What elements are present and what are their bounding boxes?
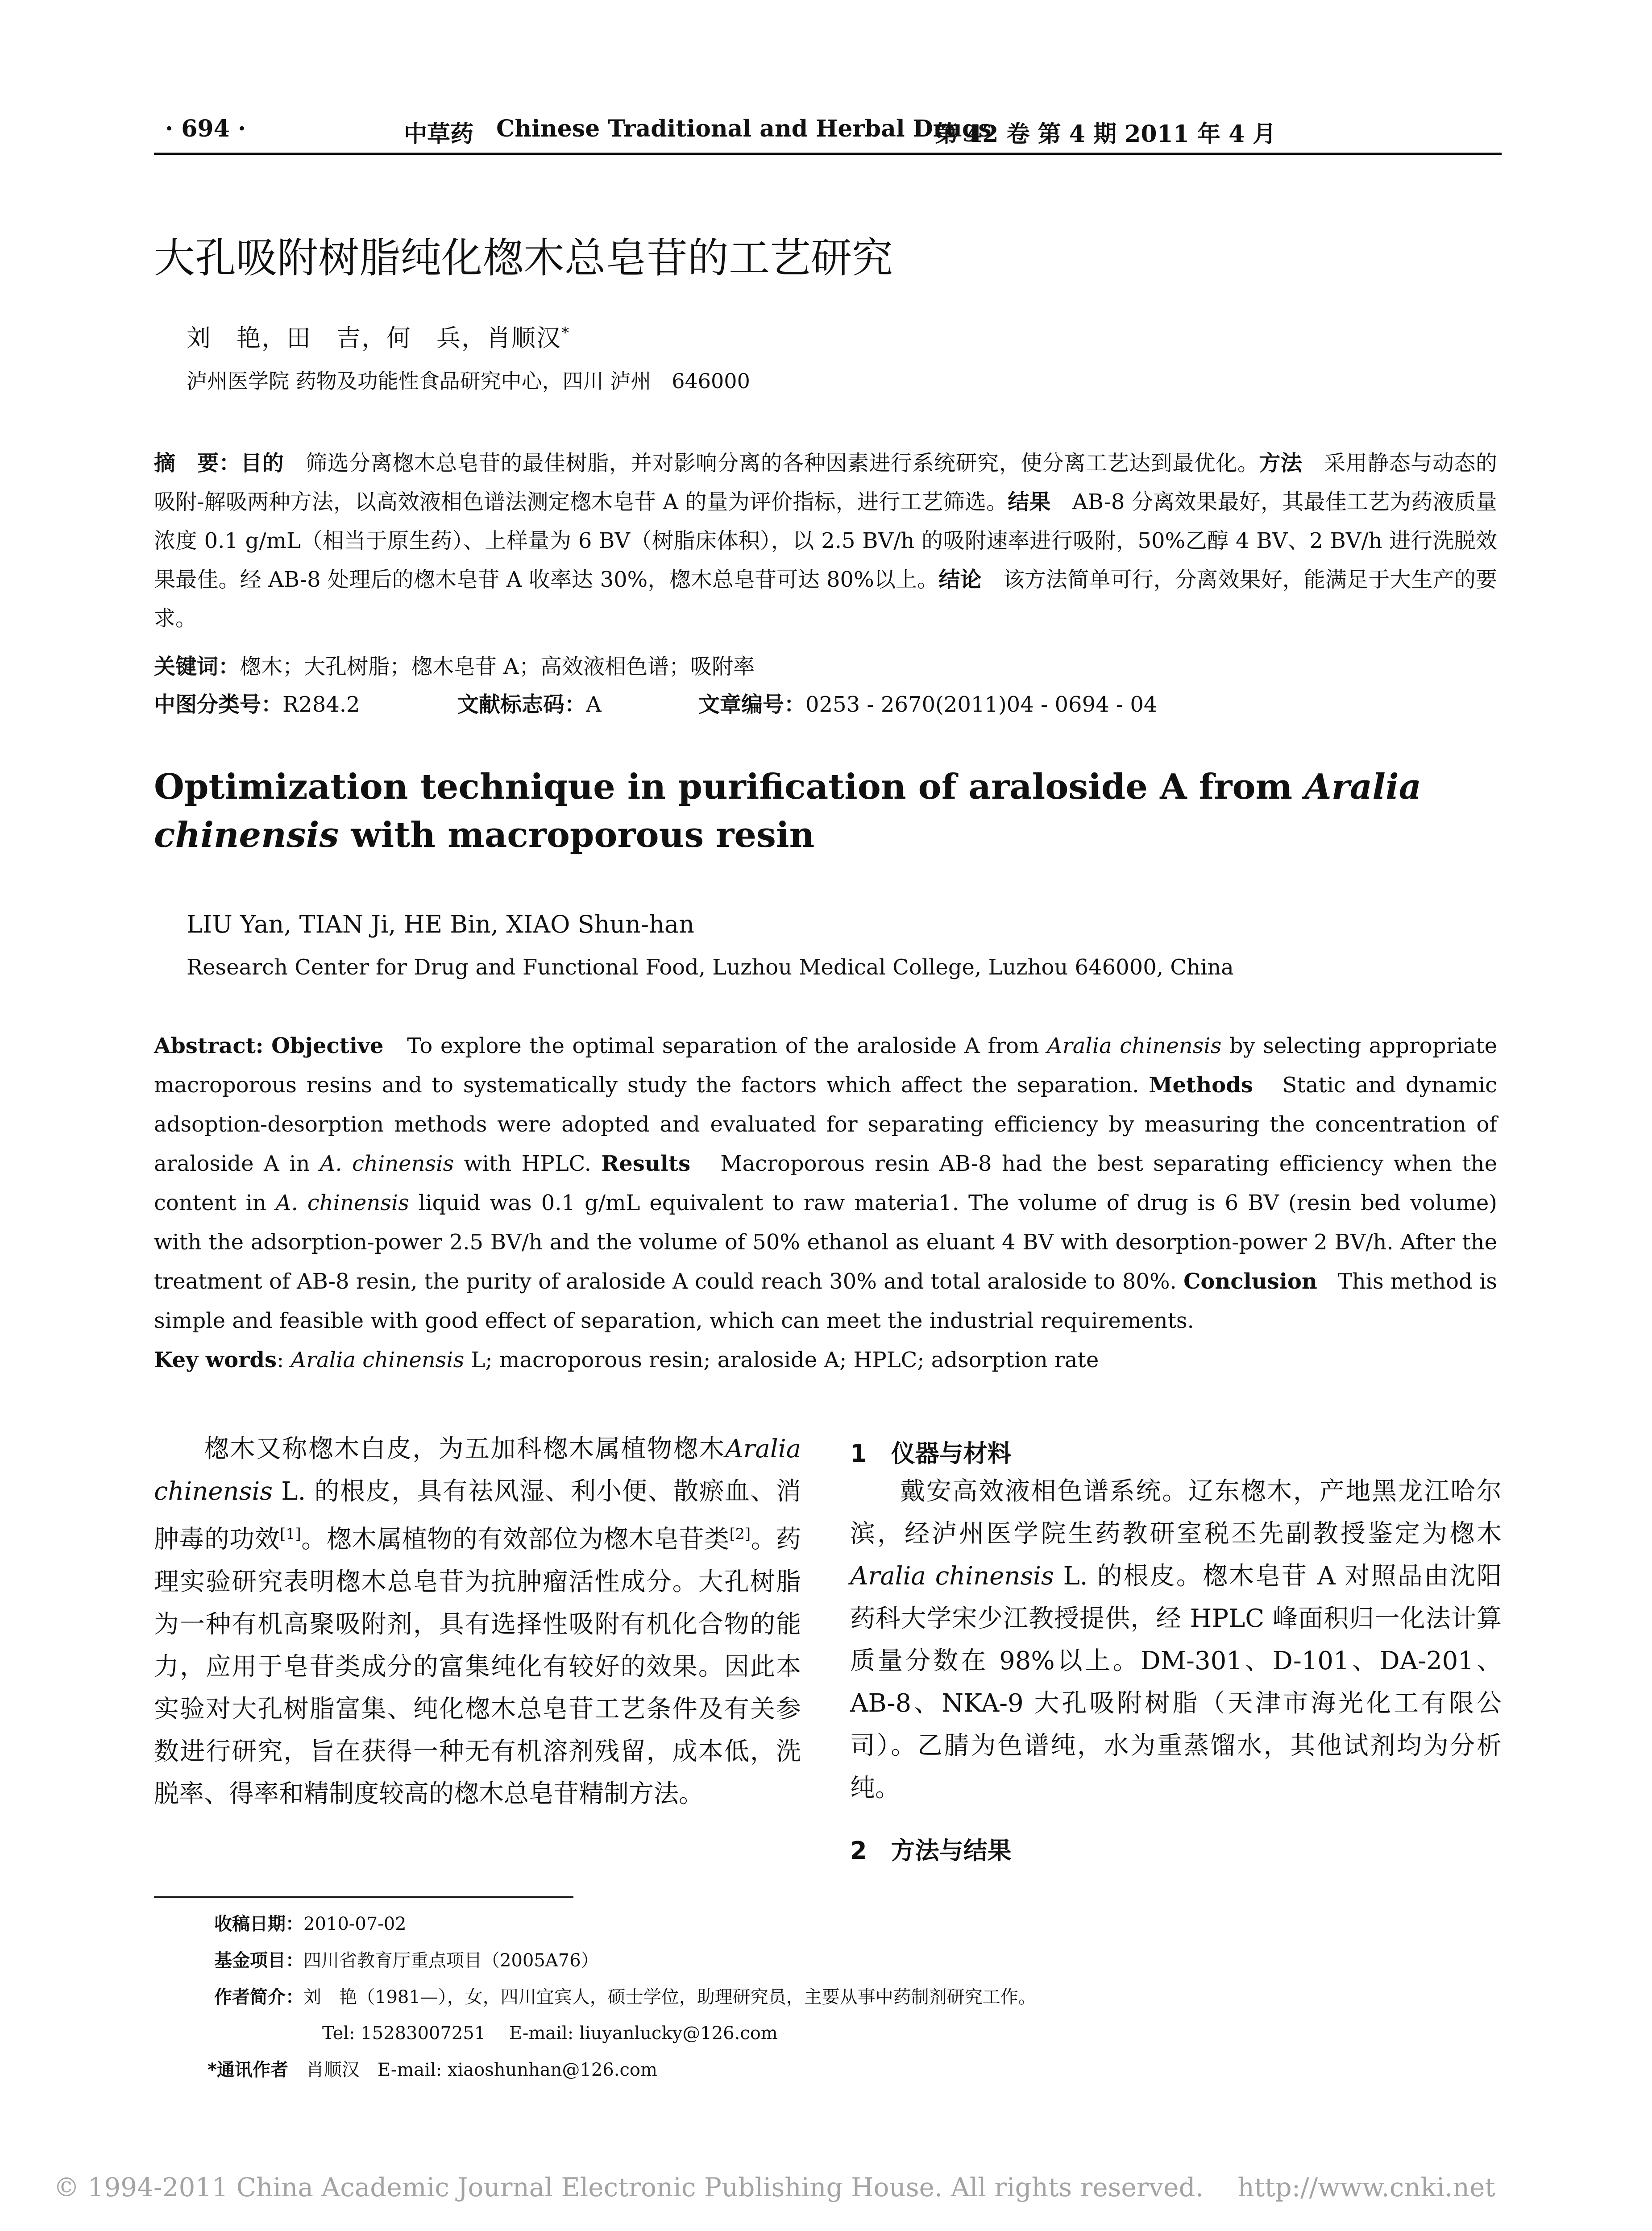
footnote-received: 收稿日期：2010-07-02 bbox=[214, 1914, 407, 1934]
abstract-en: Abstract: Objective To explore the optimal separation of the araloside A from Aralia chinensis by selecting appropriate macroporous resins and to systematically study the factors which affect the separation. Methods Static and dynamic adsoption-desorption methods were adopted and evaluated for separating efficiency by measuring the concentration of araloside A in A. chinensis with HPLC. Results Macroporous resin AB-8 had the best separating efficiency when the content in A. chinensis liquid was 0.1 g/mL equivalent to raw materia1. The volume of drug is 6 BV (resin bed volume) with the adsorption-power 2.5 BV/h and the volume of 50% ethanol as eluant 4 BV with desorption-power 2 BV/h. After the treatment of AB-8 resin, the purity of araloside A could reach 30% and total araloside to 80%. Conclusion This method is simple and feasible with good effect of separation, which can meet the industrial requirements. bbox=[154, 1033, 1498, 1333]
footnote-fund: 基金项目：四川省教育厅重点项目（2005A76） bbox=[214, 1950, 599, 1971]
footnote-bio: 作者简介：刘 艳（1981—），女，四川宜宾人，硕士学位，助理研究员，主要从事中药制剂研究工作。 bbox=[214, 1987, 1036, 2007]
footnote-contact: Tel: 15283007251 E-mail: liuyanlucky@126.com bbox=[322, 2023, 778, 2044]
article-number: 文章编号：0253 - 2670(2011)04 - 0694 - 04 bbox=[698, 692, 1158, 717]
title-cn: 大孔吸附树脂纯化楤木总皂苷的工艺研究 bbox=[154, 234, 893, 282]
journal-name-cn: 中草药 bbox=[404, 120, 474, 148]
copyright-notice: © 1994-2011 China Academic Journal Electronic Publishing House. All rights reserved. http://www.cnki.net bbox=[54, 2172, 1495, 2202]
footnote-rule bbox=[154, 1896, 573, 1898]
header-rule bbox=[154, 153, 1502, 155]
section-1-heading: 1 仪器与材料 bbox=[850, 1439, 1012, 1468]
title-en: Optimization technique in purification of araloside A from Aralia chinensis with macroporous resin bbox=[154, 767, 1422, 855]
section-2-heading: 2 方法与结果 bbox=[850, 1837, 1012, 1865]
clc-number: 中图分类号：R284.2 bbox=[154, 692, 360, 717]
affiliation-cn: 泸州医学院 药物及功能性食品研究中心，四川 泸州 646000 bbox=[187, 369, 750, 393]
keywords-en: Key words: Aralia chinensis L; macroporous resin; araloside A; HPLC; adsorption rate bbox=[154, 1348, 1099, 1373]
authors-cn: 刘 艳，田 吉，何 兵，肖顺汉* bbox=[187, 324, 570, 352]
citation-1: [1] bbox=[280, 1525, 301, 1543]
authors-en: LIU Yan, TIAN Ji, HE Bin, XIAO Shun-han bbox=[187, 910, 694, 938]
keywords-cn: 关键词：楤木；大孔树脂；楤木皂苷 A；高效液相色谱；吸附率 bbox=[154, 654, 755, 679]
abstract-cn: 摘 要：目的 筛选分离楤木总皂苷的最佳树脂，并对影响分离的各种因素进行系统研究，使分离工艺达到最优化。方法 采用静态与动态的吸附-解吸两种方法，以高效液相色谱法测定楤木皂苷 A 的量为评价指标，进行工艺筛选。结果 AB-8 分离效果最好，其最佳工艺为药液质量浓度 0.1 g/mL（相当于原生药）、上样量为 6 BV（树脂床体积），以 2.5 BV/h 的吸附速率进行吸附，50%乙醇 4 BV、2 BV/h 进行洗脱效果最佳。经 AB-8 处理后的楤木皂苷 A 收率达 30%，楤木总皂苷可达 80%以上。结论 该方法简单可行，分离效果好，能满足于大生产的要求。 bbox=[154, 451, 1497, 631]
intro-paragraph: 楤木又称楤木白皮，为五加科楤木属植物楤木Aralia chinensis L. 的根皮，具有祛风湿、利小便、散瘀血、消肿毒的功效[1]。楤木属植物的有效部位为楤木皂苷类[2]。药理实验研究表明楤木总皂苷为抗肿瘤活性成分。大孔树脂为一种有机高聚吸附剂，具有选择性吸附有机化合物的能力，应用于皂苷类成分的富集纯化有较好的效果。因此本实验对大孔树脂富集、纯化楤木总皂苷工艺条件及有关参数进行研究，旨在获得一种无有机溶剂残留，成本低，洗脱率、得率和精制度较高的楤木总皂苷精制方法。 bbox=[154, 1435, 801, 1808]
footnote-corresponding: *通讯作者 肖顺汉 E-mail: xiaoshunhan@126.com bbox=[208, 2060, 657, 2080]
issue-info: 第 42 卷 第 4 期 2011 年 4 月 bbox=[935, 120, 1276, 148]
affiliation-en: Research Center for Drug and Functional Food, Luzhou Medical College, Luzhou 646000, China bbox=[187, 955, 1234, 980]
journal-name-en: Chinese Traditional and Herbal Drugs bbox=[496, 115, 992, 142]
citation-2: [2] bbox=[729, 1525, 751, 1543]
document-code: 文献标志码：A bbox=[457, 692, 602, 717]
section-1-body: 戴安高效液相色谱系统。辽东楤木，产地黑龙江哈尔滨，经泸州医学院生药教研室税丕先副教授鉴定为楤木Aralia chinensis L. 的根皮。楤木皂苷 A 对照品由沈阳药科大学宋少江教授提供，经 HPLC 峰面积归一化法计算质量分数在 98%以上。DM-301、D-101、DA-201、AB-8、NKA-9 大孔吸附树脂（天津市海光化工有限公司）。乙腈为色谱纯，水为重蒸馏水，其他试剂均为分析纯。 bbox=[850, 1477, 1502, 1803]
page-number: · 694 · bbox=[165, 115, 246, 142]
